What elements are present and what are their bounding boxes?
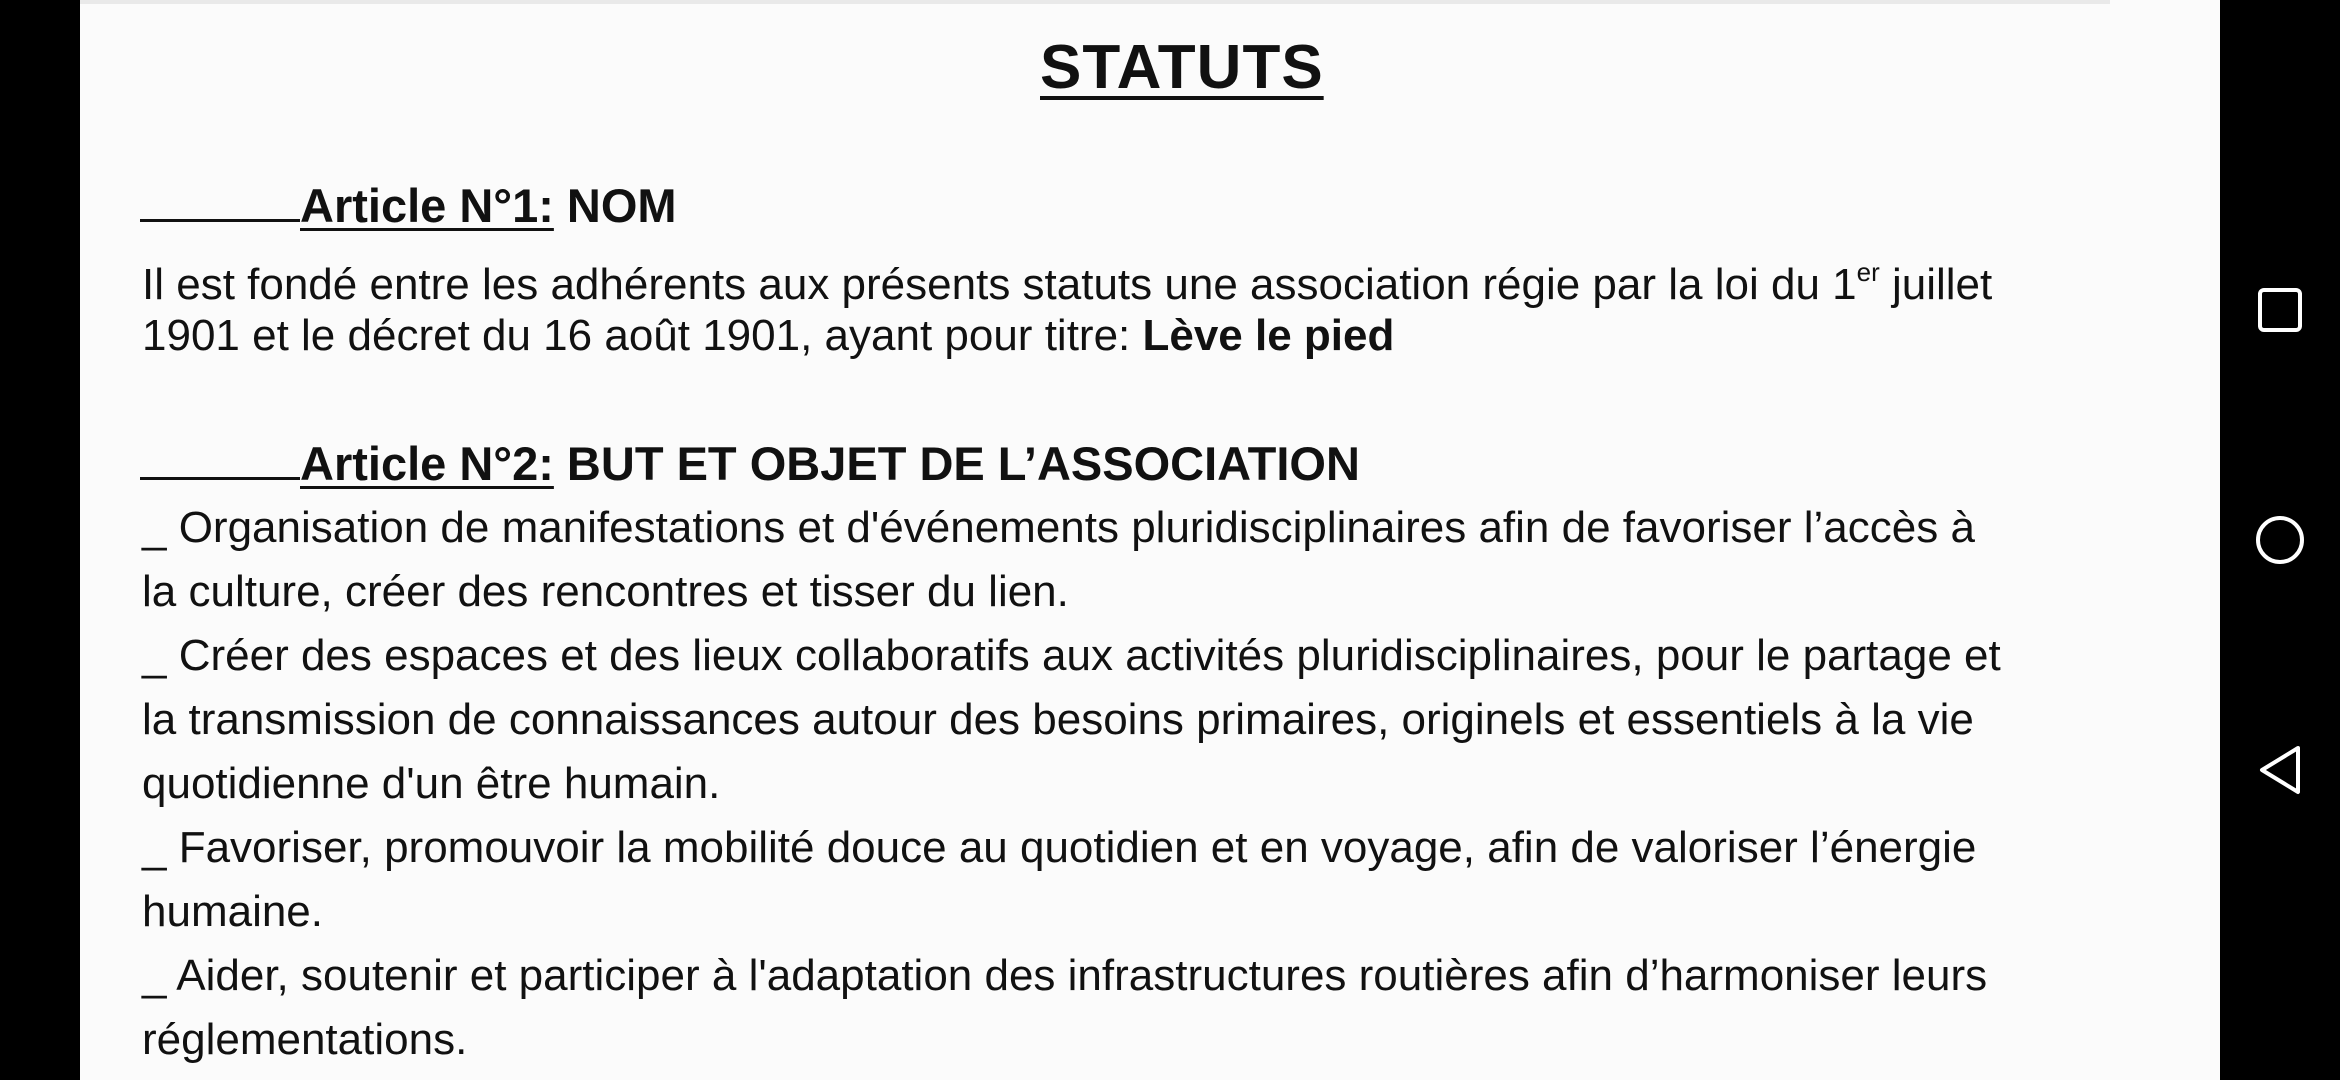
article-2-line: _ Aider, soutenir et participer à l'adaptation des infrastructures routières afin d’harmoniser leurs	[142, 951, 1988, 1000]
left-black-margin	[0, 0, 80, 1080]
heading-rule	[140, 219, 300, 222]
article-2-line: quotidienne d'un être humain.	[142, 759, 721, 808]
recents-button[interactable]	[2242, 272, 2318, 348]
back-button[interactable]	[2242, 732, 2318, 808]
article-2-line: _ Favoriser, promouvoir la mobilité douce au quotidien et en voyage, afin de valoriser l’énergie	[142, 823, 1977, 872]
article-1-line-2-text: 1901 et le décret du 16 août 1901, ayant pour titre:	[142, 311, 1143, 360]
article-2-line: réglementations.	[142, 1015, 468, 1064]
article-2-number: Article N°2:	[300, 437, 554, 490]
article-2-line: _ Organisation de manifestations et d'événements pluridisciplinaires afin de favoriser l’accès à	[142, 503, 1975, 552]
navigation-bar	[2220, 0, 2340, 1080]
article-1-number: Article N°1:	[300, 179, 554, 232]
article-1-name: NOM	[553, 179, 677, 232]
triangle-back-icon	[2256, 744, 2304, 796]
square-icon	[2257, 287, 2303, 333]
article-2-heading	[140, 436, 1360, 491]
superscript: er	[1856, 257, 1880, 287]
article-2-line: _ Créer des espaces et des lieux collaboratifs aux activités pluridisciplinaires, pour le partage et	[142, 631, 2001, 680]
article-1-heading	[140, 178, 677, 233]
article-2-line: la transmission de connaissances autour des besoins primaires, originels et essentiels à la vie	[142, 695, 1974, 744]
document-view[interactable]	[80, 0, 2220, 1080]
article-1-line-1-end: juillet	[1879, 260, 1993, 309]
heading-rule	[140, 477, 300, 480]
article-2-line: humaine.	[142, 887, 324, 936]
article-2-line: la culture, créer des rencontres et tisser du lien.	[142, 567, 1069, 616]
article-1-line-1-text: Il est fondé entre les adhérents aux présents statuts une association régie par la loi du 1	[142, 260, 1857, 309]
article-2-name: BUT ET OBJET DE L’ASSOCIATION	[553, 437, 1360, 490]
document-title: STATUTS	[1040, 33, 1324, 102]
document-top-edge	[80, 0, 2110, 4]
association-name: Lève le pied	[1142, 311, 1395, 360]
circle-icon	[2254, 514, 2306, 566]
home-button[interactable]	[2242, 502, 2318, 578]
article-1-line-2	[142, 304, 2220, 368]
